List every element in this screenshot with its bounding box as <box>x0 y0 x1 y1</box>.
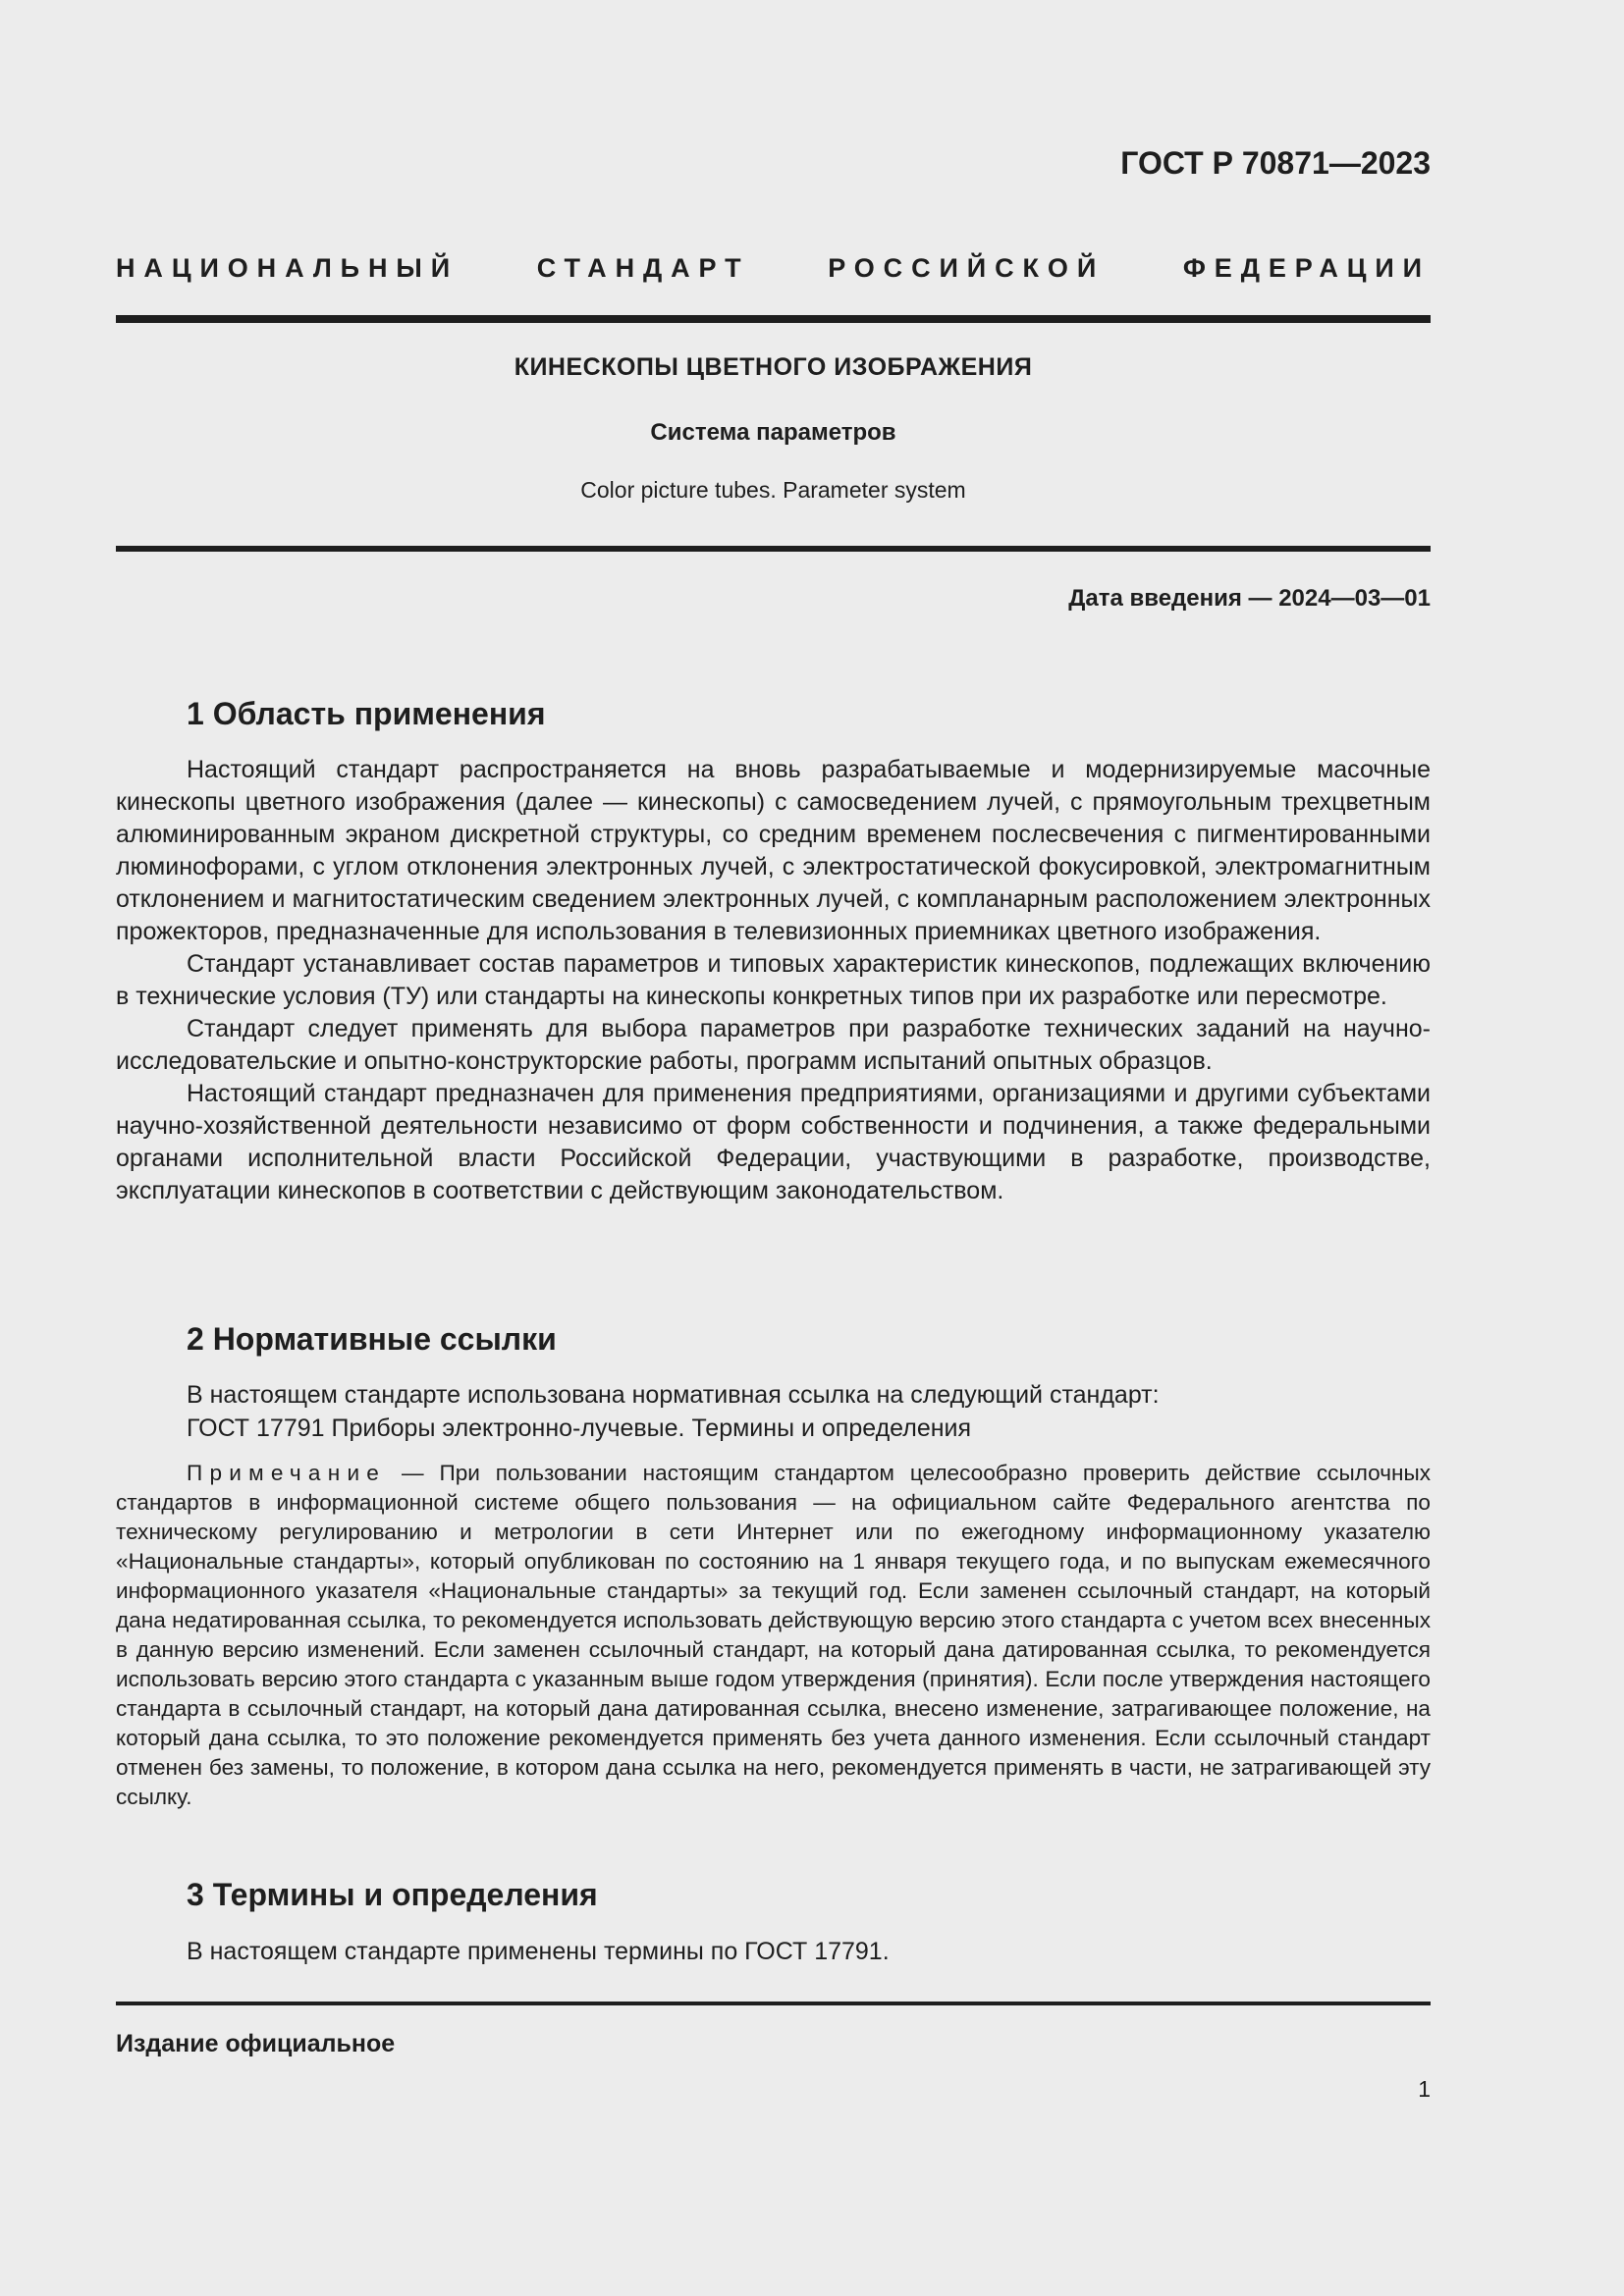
section-1-paragraph: Настоящий стандарт предназначен для применения предприятиями, организациями и другими субъектами научно-хозяйственной деятельности независимо от форм собственности и подчинения, а также федеральными органами исполнительной власти Российской Федерации, участвующими в разработке, производстве, эксплуатации кинескопов в соответствии с действующим законодательством. <box>116 1080 1431 1204</box>
national-standard-banner: НАЦИОНАЛЬНЫЙ СТАНДАРТ РОССИЙСКОЙ ФЕДЕРАЦИИ <box>116 253 1431 283</box>
document-title: КИНЕСКОПЫ ЦВЕТНОГО ИЗОБРАЖЕНИЯ <box>514 353 1033 381</box>
section-2-reference: ГОСТ 17791 Приборы электронно-лучевые. Термины и определения <box>187 1415 972 1442</box>
document-page <box>116 0 1431 2296</box>
title-divider <box>116 546 1431 552</box>
section-1-paragraph: Стандарт следует применять для выбора параметров при разработке технических заданий на научно-исследовательские и опытно-конструкторские работы, программ испытаний опытных образцов. <box>116 1015 1431 1075</box>
footer-divider <box>116 2002 1431 2005</box>
note-text: — При пользовании настоящим стандартом целесообразно проверить действие ссылочных стандартов в информационной системе общего пользования — на официальном сайте Федерального агентства по техническому регулированию и метрологии в сети Интернет или по ежегодному информационному указателю «Национальные стандарты», который опубликован по состоянию на 1 января текущего года, и по выпускам ежемесячного информационного указателя «Национальные стандарты» за текущий год. Если заменен ссылочный стандарт, на который дана недатированная ссылка, то рекомендуется использовать действующую версию этого стандарта с учетом всех внесенных в данную версию изменений. Если заменен ссылочный стандарт, на который дана датированная ссылка, то рекомендуется использовать версию этого стандарта с указанным выше годом утверждения (принятия). Если после утверждения настоящего стандарта в ссылочный стандарт, на который дана датированная ссылка, внесено изменение, затрагивающее положение, на который дана ссылка, то это положение рекомендуется применять без учета данного изменения. Если ссылочный стандарт отменен без замены, то положение, в котором дана ссылка на него, рекомендуется применять в части, не затрагивающей эту ссылку. <box>116 1461 1431 1809</box>
gost-number: ГОСТ Р 70871—2023 <box>1120 145 1431 181</box>
section-1-body <box>116 754 1431 1207</box>
section-2-note <box>116 1459 1431 1812</box>
header-divider <box>116 315 1431 323</box>
page-number: 1 <box>1418 2076 1431 2102</box>
note-label: Примечание <box>187 1461 387 1485</box>
document-title-english: Color picture tubes. Parameter system <box>580 477 966 503</box>
section-1-heading: 1 Область применения <box>187 696 546 731</box>
section-3-heading: 3 Термины и определения <box>187 1877 598 1912</box>
introduction-date: Дата введения — 2024—03—01 <box>1068 585 1431 612</box>
section-1-paragraph: Стандарт устанавливает состав параметров и типовых характеристик кинескопов, подлежащих включению в технические условия (ТУ) или стандарты на кинескопы конкретных типов при их разработке или пересмотре. <box>116 950 1431 1010</box>
section-2-heading: 2 Нормативные ссылки <box>187 1321 557 1357</box>
section-1-paragraph: Настоящий стандарт распространяется на вновь разрабатываемые и модернизируемые масочные кинескопы цветного изображения (далее — кинескопы) с самосведением лучей, с прямоугольным трехцветным алюминированным экраном дискретной структуры, со средним временем послесвечения с пигментированными люминофорами, с углом отклонения электронных лучей, с электростатической фокусировкой, электромагнитным отклонением и магнитостатическим сведением электронных лучей, с компланарным расположением электронных прожекторов, предназначенные для использования в телевизионных приемниках цветного изображения. <box>116 756 1431 945</box>
section-2-intro: В настоящем стандарте использована нормативная ссылка на следующий стандарт: <box>187 1381 1160 1409</box>
document-subtitle: Система параметров <box>650 419 896 446</box>
section-3-text: В настоящем стандарте применены термины по ГОСТ 17791. <box>187 1938 890 1965</box>
official-edition-label: Издание официальное <box>116 2030 396 2057</box>
